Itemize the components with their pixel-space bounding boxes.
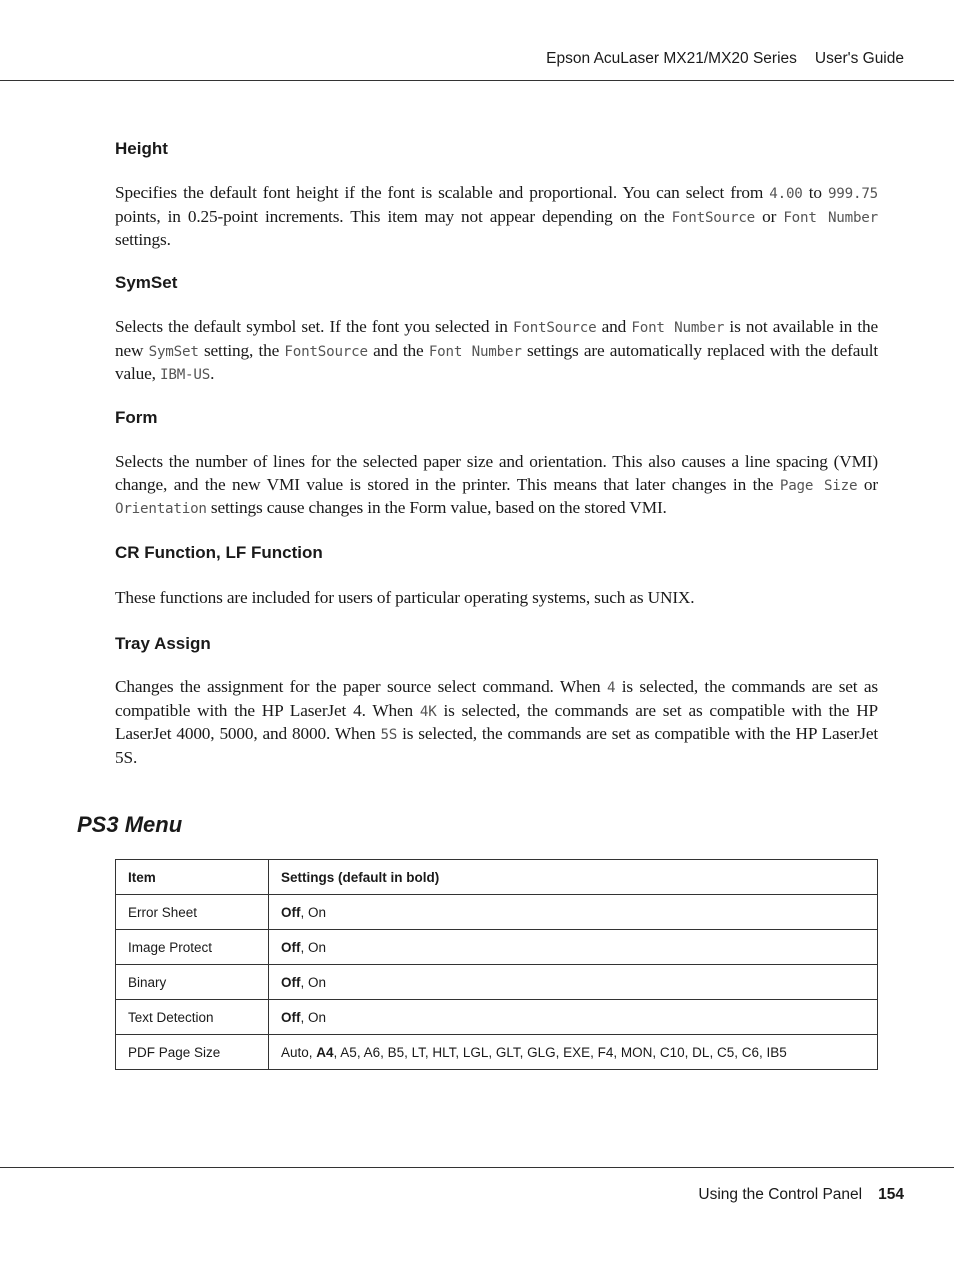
column-header-item: Item xyxy=(116,860,269,895)
text-run: settings cause changes in the Form value, based on the stored VMI. xyxy=(206,498,667,517)
row-settings xyxy=(269,1035,878,1070)
default-setting: Off xyxy=(281,1009,301,1025)
code-value: IBM-US xyxy=(160,367,211,383)
code-value: SymSet xyxy=(148,343,199,360)
code-value: Font Number xyxy=(428,343,522,360)
code-value: 5S xyxy=(380,727,398,743)
table-row xyxy=(116,895,878,930)
code-value: 4K xyxy=(419,703,437,720)
section-title-form: Form xyxy=(115,408,158,427)
text-run: is selected, the commands are set as compatible with the HP LaserJet 5S. xyxy=(115,724,878,767)
running-footer xyxy=(698,1186,904,1204)
other-settings: Auto, xyxy=(281,1044,317,1060)
row-item: Image Protect xyxy=(116,930,269,965)
cr-lf-description: These functions are included for users of particular operating systems, such as UNIX. xyxy=(115,588,695,607)
row-item: Binary xyxy=(116,965,269,1000)
text-run: points, in 0.25-point increments. This item may not appear depending on the xyxy=(115,206,672,226)
code-value: FontSource xyxy=(671,209,756,226)
section-title-symset: SymSet xyxy=(115,273,178,292)
default-setting: Off xyxy=(281,939,301,955)
row-item: PDF Page Size xyxy=(116,1035,269,1070)
symset-description xyxy=(115,316,878,387)
default-setting: Off xyxy=(281,974,301,990)
other-settings: , A5, A6, B5, LT, HLT, LGL, GLT, GLG, EXE, F4, MON, C10, DL, C5, C6, IB5 xyxy=(333,1044,787,1060)
other-settings: , On xyxy=(300,939,327,955)
text-run: and xyxy=(596,317,632,336)
header-guide: User's Guide xyxy=(814,50,904,67)
header-product: Epson AcuLaser MX21/MX20 Series xyxy=(546,50,797,67)
table-row xyxy=(116,965,878,1000)
section-title-tray-assign: Tray Assign xyxy=(115,634,211,653)
column-header-settings: Settings (default in bold) xyxy=(269,860,878,895)
running-header xyxy=(546,50,904,68)
default-setting: A4 xyxy=(316,1044,334,1060)
row-item: Text Detection xyxy=(116,1000,269,1035)
code-value: Font Number xyxy=(783,209,878,226)
text-run: setting, the xyxy=(198,340,285,360)
text-run: Specifies the default font height if the font is scalable and proportional. You can select from xyxy=(115,183,770,202)
code-value: 4 xyxy=(606,680,616,696)
text-run: Changes the assignment for the paper source select command. When xyxy=(115,677,607,696)
ps3-menu-heading: PS3 Menu xyxy=(77,812,183,837)
code-value: 999.75 xyxy=(827,186,879,202)
section-title-cr-lf-function: CR Function, LF Function xyxy=(115,543,323,562)
code-value: 4.00 xyxy=(769,186,803,202)
other-settings: , On xyxy=(300,974,327,990)
form-description xyxy=(115,451,878,521)
code-value: Page Size xyxy=(779,477,858,494)
row-settings xyxy=(269,930,878,965)
section-title-height: Height xyxy=(115,139,168,158)
ps3-menu-table xyxy=(115,859,878,1070)
page-number: 154 xyxy=(878,1186,904,1203)
text-run: Selects the default symbol set. If the font you selected in xyxy=(115,317,514,336)
other-settings: , On xyxy=(300,904,327,920)
tray-assign-description xyxy=(115,676,878,769)
row-item: Error Sheet xyxy=(116,895,269,930)
text-run: is not available in the new xyxy=(115,317,878,360)
text-run: settings are automatically replaced with the default value, xyxy=(115,340,879,383)
code-value: FontSource xyxy=(284,343,368,360)
text-run: or xyxy=(857,474,878,494)
code-value: FontSource xyxy=(513,320,597,336)
text-run: is selected, the commands are set as compatible with the HP LaserJet 4000, 5000, and 8000. When xyxy=(115,700,878,743)
footer-section: Using the Control Panel xyxy=(698,1186,863,1203)
other-settings: , On xyxy=(300,1009,327,1025)
text-run: settings. xyxy=(115,230,171,249)
text-run: . xyxy=(210,364,215,383)
text-run: or xyxy=(755,206,784,226)
table-header-row xyxy=(116,860,878,895)
row-settings xyxy=(269,1000,878,1035)
text-run: Selects the number of lines for the selected paper size and orientation. This also causes a line spacing (VMI) change, and the new VMI value is stored in the printer. This means that later changes in the xyxy=(115,452,878,494)
text-run: to xyxy=(802,183,828,202)
text-run: and the xyxy=(367,340,429,360)
row-settings xyxy=(269,895,878,930)
code-value: Orientation xyxy=(115,501,207,517)
footer-rule xyxy=(0,1167,954,1168)
table-row xyxy=(116,1035,878,1070)
table-row xyxy=(116,1000,878,1035)
height-description xyxy=(115,182,878,252)
code-value: Font Number xyxy=(631,320,725,336)
header-rule xyxy=(0,80,954,81)
text-run: is selected, the commands are set as compatible with the HP LaserJet 4. When xyxy=(115,677,878,720)
table-row xyxy=(116,930,878,965)
default-setting: Off xyxy=(281,904,301,920)
row-settings xyxy=(269,965,878,1000)
